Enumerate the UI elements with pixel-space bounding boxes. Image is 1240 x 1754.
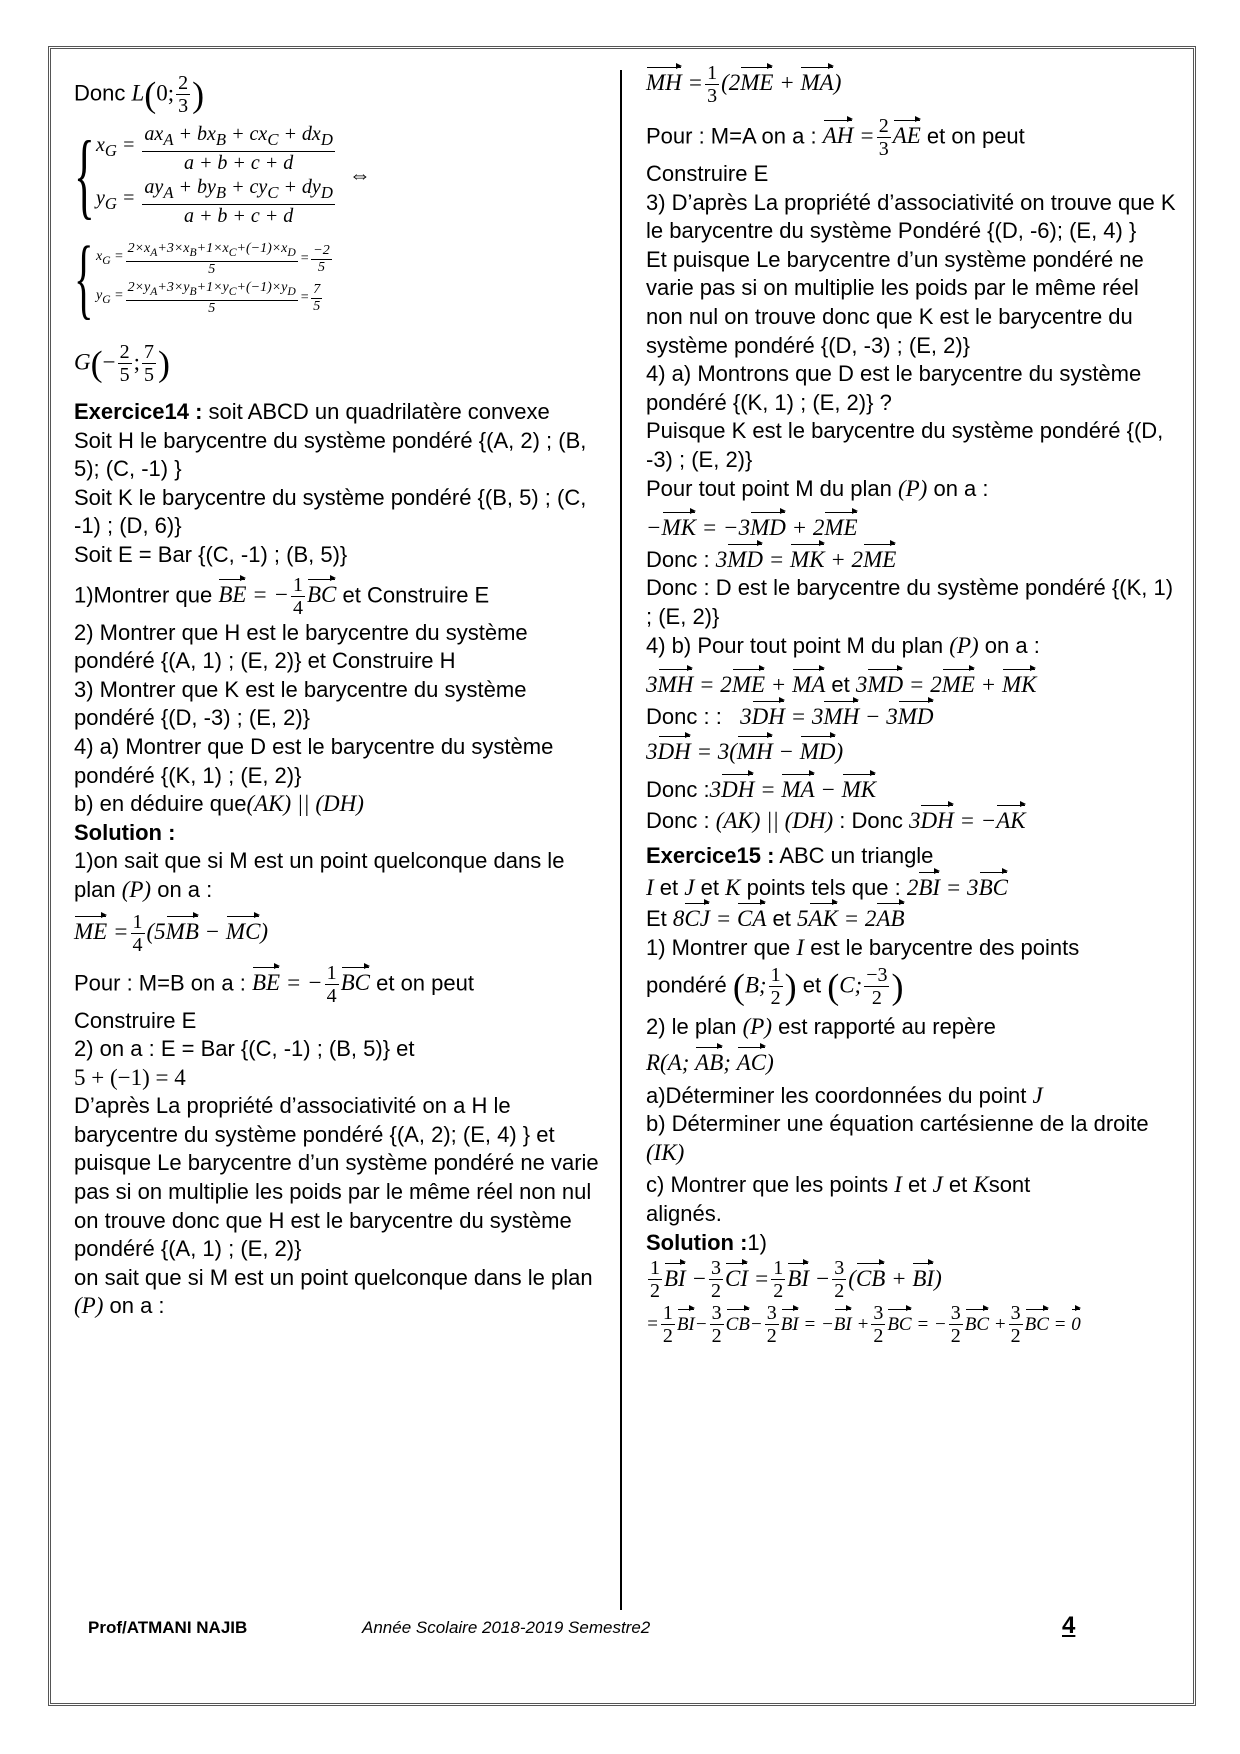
exercise14-text: soit ABCD un quadrilatère convexe: [202, 399, 550, 424]
exercise14-H: Soit H le barycentre du système pondéré {(A, 2) ; (B, 5); (C, -1) }: [74, 427, 587, 482]
3MH-formula: 3MH = 2ME + MA et 3MD = 2ME + MK: [646, 668, 1176, 700]
pour-tout-point: Pour tout point M du plan (P) on a :: [646, 475, 989, 501]
exercise15-intro: [646, 842, 1176, 871]
ex15-repere: R(A; AB; AC): [646, 1046, 1176, 1078]
MH-formula: MH = $\frac{1}{3}$ (2ME + MA): [646, 62, 842, 107]
solution-last-text: on sait que si M est un point quelconque dans le plan: [74, 1264, 593, 1290]
right-q4b: 4) b) Pour tout point M du plan (P) on a :: [646, 632, 1040, 658]
question3: 3) Montrer que K est le barycentre du système pondéré {(D, -3) ; (E, 2)}: [74, 676, 527, 731]
donc-3DH: Donc : : 3DH = 3MH − 3MD: [646, 700, 1176, 732]
left-column: [74, 62, 604, 1321]
ex15-q1-text-b: est le barycentre des points: [810, 934, 1080, 960]
solution1: 1)on sait que si M est un point quelconque dans le plan (P) on a :: [74, 848, 565, 902]
ex15-qa-text: a)Déterminer les coordonnées du point: [646, 1082, 1027, 1108]
G-label: G: [74, 349, 91, 375]
donc-DH-MA: Donc :3DH = MA − MK: [646, 773, 1176, 805]
exercise14-K: Soit K le barycentre du système pondéré {(B, 5) ; (C, -1) ; (D, 6)}: [74, 484, 587, 539]
text-pour-MA: Pour : M=A on a :: [646, 123, 817, 149]
donc-D: Donc : D est le barycentre du système pondéré {(K, 1) ; (E, 2)}: [646, 575, 1174, 629]
G-result: G(− $\frac{2}{5}$ ; $\frac{7}{5}$ ): [74, 341, 170, 386]
text-donc-r1: Donc :: [646, 546, 710, 572]
ex15-solution-num: 1): [747, 1229, 767, 1255]
solution2: 2) on a : E = Bar {(C, -1) ; (B, 5)} et: [74, 1036, 415, 1062]
page-number: 4: [1062, 1612, 1076, 1639]
text-on-a-2: on a :: [109, 1293, 165, 1319]
associativity-text: D’après La propriété d’associativité on a H le barycentre du système pondéré {(A, 2); (E, 4) } et puisque Le barycentre d’un système pondéré ne varie pas si on multiplie les poids par le même réel non nul on trouve donc que H est le barycentre du système pondéré {(A, 1) ; (E, 2)}: [74, 1093, 599, 1262]
donc-parallel: Donc : (AK) || (DH) : Donc 3DH = −AK: [646, 804, 1176, 836]
text-sont: sont: [988, 1172, 1031, 1198]
ex15-sol-line1: $\frac{1}{2}$ BI − $\frac{3}{2}$ CI = $\frac{1}{2}$ BI − $\frac{3}{2}$ (CB + BI): [650, 1257, 942, 1303]
L-label: L: [131, 80, 145, 106]
ex15-qb: b) Déterminer une équation cartésienne de la droite (IK): [646, 1111, 1149, 1165]
text-et-3: et: [772, 906, 791, 932]
text-pondere: pondéré: [646, 972, 727, 998]
question1-text-b: et Construire E: [342, 581, 490, 607]
equivalence-symbol: ⇔: [348, 161, 371, 187]
ex15-qb-text: b) Déterminer une équation cartésienne de la droite: [646, 1111, 1149, 1137]
ex15-q2-text-b: est rapporté au repère: [778, 1014, 996, 1040]
construire-E-r: Construire E: [646, 161, 769, 186]
question1: 1)Montrer que BE = − $\frac{1}{4}$ BC et Construire E: [74, 573, 490, 619]
text-donc: Donc: [74, 80, 126, 106]
question4b: b) en déduire que(AK) || (DH): [74, 791, 364, 817]
text-on-a: on a :: [157, 876, 213, 902]
ex15-solution-title: [646, 1229, 1176, 1258]
question4a: 4) a) Montrer que D est le barycentre du système pondéré {(K, 1) ; (E, 2)}: [74, 733, 554, 788]
text-on-a-r2: on a :: [984, 632, 1040, 658]
question4b-text: b) en déduire que: [74, 791, 247, 817]
solution-last: on sait que si M est un point quelconque dans le plan (P) on a :: [74, 1264, 593, 1319]
right-q4a: 4) a) Montrons que D est le barycentre du système pondéré {(K, 1) ; (E, 2)} ?: [646, 361, 1142, 415]
ex15-q2: 2) le plan (P) est rapporté au repère: [646, 1014, 996, 1040]
ME-formula: ME = $\frac{1}{4}$ (5MB − MC): [74, 910, 269, 956]
ex15-points: I et J et K points tels que : 2BI = 3BC: [646, 871, 1176, 903]
text-et-5: et: [908, 1172, 927, 1198]
M-equals-A: Pour : M=A on a : AH = $\frac{2}{3}$ AE et on peut: [646, 115, 1025, 160]
ex15-qc: c) Montrer que les points I et J et Ksont: [646, 1172, 1031, 1198]
right-column: [646, 62, 1176, 1347]
column-divider: [620, 70, 622, 1610]
ex15-q1: 1) Montrer que I est le barycentre des points: [646, 934, 1080, 960]
ex15-qa: a)Déterminer les coordonnées du point J: [646, 1082, 1043, 1108]
footer-year: Année Scolaire 2018-2019 Semestre2: [362, 1618, 651, 1637]
right-q4b-text: 4) b) Pour tout point M du plan: [646, 632, 944, 658]
construire-E: Construire E: [74, 1007, 197, 1033]
text-pour-MB: Pour : M=B on a :: [74, 969, 246, 995]
exercise15-text: ABC un triangle: [774, 843, 934, 869]
text-donc-r2: Donc : :: [646, 703, 722, 729]
text-et-4: et: [802, 972, 822, 998]
text-et-on-peut: et on peut: [376, 969, 474, 995]
solution-title: Solution :: [74, 819, 176, 845]
ex15-sol-line2: = $\frac{1}{2}$ BI− $\frac{3}{2}$ CB− $\frac{3}{2}$ BI = −BI + $\frac{3}{2}$ BC = − $\frac{3}{2}$ BC + $\frac{3}{2}$ BC = 0: [646, 1302, 1081, 1348]
question1-text: 1)Montrer que: [74, 581, 213, 607]
3DH-factored: 3DH = 3(MH − MD): [646, 735, 1176, 767]
text-alignes: alignés.: [646, 1201, 722, 1226]
sum-weights: 5 + (−1) = 4: [74, 1064, 186, 1090]
right-q3: 3) D’après La propriété d’associativité on trouve que K le barycentre du système Pondéré {(D, -6); (E, 4) }: [646, 189, 1176, 244]
text-et-2: et: [700, 874, 719, 900]
question2: 2) Montrer que H est le barycentre du système pondéré {(A, 1) ; (E, 2)} et Construire H: [74, 619, 528, 674]
text-pour-tout: Pour tout point M du plan: [646, 475, 892, 501]
M-equals-B: Pour : M=B on a : BE = − $\frac{1}{4}$ BC et on peut: [74, 961, 474, 1007]
ex15-q1-text: 1) Montrer que: [646, 934, 791, 960]
text-donc-r3: Donc :: [646, 776, 710, 802]
exercise15-title: Exercice15 :: [646, 843, 775, 869]
text-donc-r5: : Donc: [839, 808, 903, 834]
text-et-6: et: [948, 1172, 968, 1198]
ex15-solution-label: Solution :: [646, 1229, 748, 1255]
ex15-qc-text: c) Montrer que les points: [646, 1172, 889, 1198]
right-q3b: Et puisque Le barycentre d’un système pondéré ne varie pas si on multiplie les poids par le même réel non nul on trouve donc que K est le barycentre du système pondéré {(D, -3) ; (E, 2)}: [646, 246, 1144, 358]
text-et: et: [831, 672, 850, 698]
exercise14-title: Exercice14 :: [74, 399, 203, 424]
solution1-text: 1)on sait que si M est un point quelconque dans le plan: [74, 848, 565, 902]
L-result: Donc L(0; $\frac{2}{3}$ ): [74, 72, 205, 117]
text-points-tels: points tels que :: [746, 874, 901, 900]
text-on-a-r: on a :: [933, 475, 989, 501]
text-Et: Et: [646, 906, 667, 932]
exercise14-intro: [74, 398, 604, 427]
MK-formula: −MK = −3MD + 2ME: [646, 511, 1176, 543]
ex15-ponderes: pondéré (B; $\frac{1}{2}$ ) et (C; $\frac{-3}{2}$ ): [646, 964, 904, 1010]
text-donc-r4: Donc :: [646, 808, 710, 834]
exercise14-E: Soit E = Bar {(C, -1) ; (B, 5)}: [74, 541, 348, 567]
text-et-1: et: [659, 874, 679, 900]
donc-3MD: Donc : 3MD = MK + 2ME: [646, 543, 1176, 575]
barycenter-formula-system: { $x_G$ = $ax_A + bx_B + cx_C + dx_D$ a + b + c + d $y_G$ = $ay_A + by_B + cy_C + dy_D$ a + b + c + d ⇔: [74, 121, 371, 228]
right-q4a2: Puisque K est le barycentre du système pondéré {(D, -3) ; (E, 2)}: [646, 418, 1164, 472]
ex15-q2-text: 2) le plan: [646, 1014, 737, 1040]
ex15-conditions: Et 8CJ = CA et 5AK = 2AB: [646, 902, 1176, 934]
numeric-formula-system: { $x_G$ = $\frac{2\times x_A+3\times x_B+1\times x_C+(-1)\times x_D}{5}$ = $\frac{-2}{5}$ $y_G$ = $\frac{2\times y_A+3\times y_B+1\times y_C+(-1)\times y_D}{5}$ = $\frac{7}{5}$: [74, 229, 330, 328]
text-et-on-peut-r: et on peut: [926, 123, 1025, 149]
footer-author: Prof/ATMANI NAJIB: [88, 1618, 248, 1637]
